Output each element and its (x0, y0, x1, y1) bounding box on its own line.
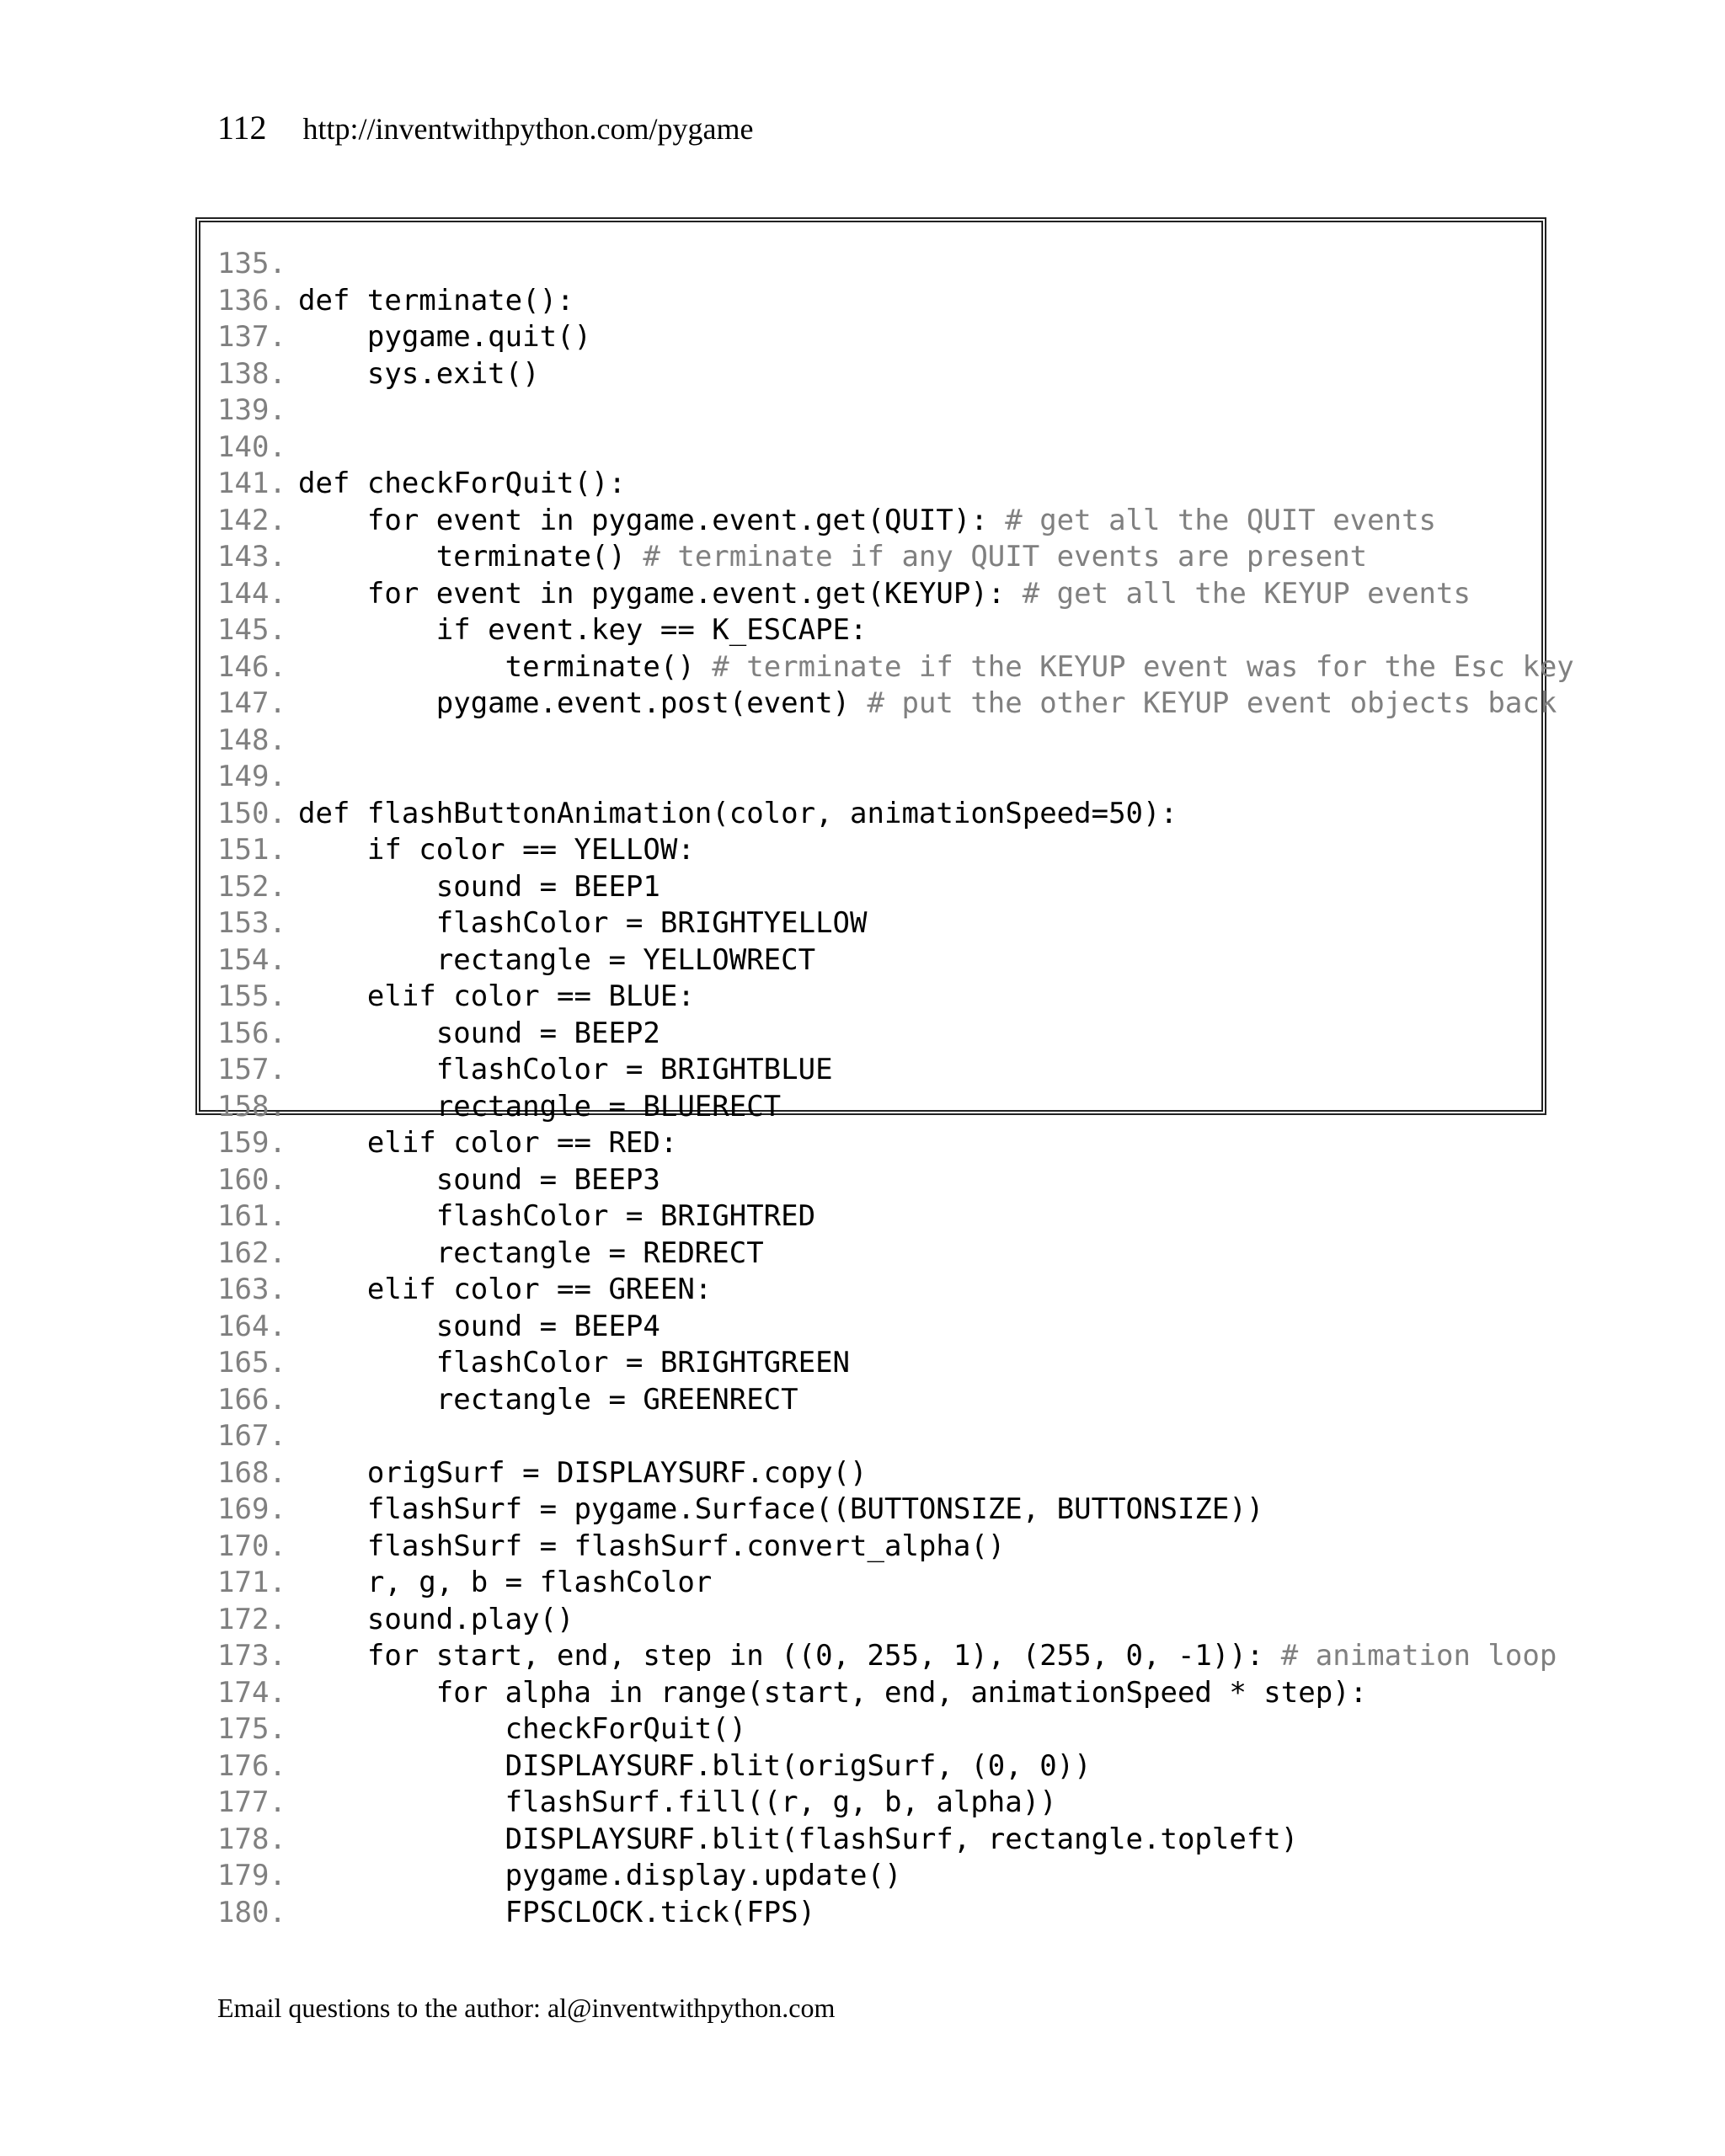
line-number: 152. (217, 869, 286, 904)
code-line (217, 1492, 1541, 1529)
line-number: 165. (217, 1346, 286, 1380)
code-text: sound = BEEP4 (298, 1309, 660, 1343)
line-number: 140. (217, 430, 286, 464)
code-line (217, 1711, 1541, 1748)
page-footer: Email questions to the author: al@inventwithpython.com (217, 1993, 836, 2023)
line-number: 159. (217, 1126, 286, 1160)
code-text: flashSurf = flashSurf.convert_alpha() (298, 1529, 1006, 1563)
line-number: 145. (217, 613, 286, 647)
code-text: def checkForQuit(): (298, 467, 626, 500)
code-listing-box (195, 217, 1574, 1929)
code-text: for alpha in range(start, end, animationSpeed * step): (298, 1675, 1368, 1710)
line-number: 168. (217, 1455, 286, 1490)
line-number: 135. (217, 247, 286, 280)
code-line (217, 539, 1541, 576)
line-number: 164. (217, 1309, 286, 1343)
code-text: sound = BEEP3 (298, 1162, 660, 1197)
code-text: checkForQuit() (298, 1712, 747, 1746)
line-number: 175. (217, 1712, 286, 1746)
code-text: pygame.event.post(event) (298, 686, 868, 720)
line-number: 170. (217, 1529, 286, 1563)
code-line (217, 942, 1541, 979)
code-text: r, g, b = flashColor (298, 1566, 713, 1599)
code-comment: # put the other KEYUP event objects back (867, 686, 1557, 720)
code-line (217, 246, 1541, 283)
code-text: flashColor = BRIGHTRED (298, 1199, 816, 1233)
code-text: pygame.quit() (298, 320, 591, 354)
line-number: 166. (217, 1382, 286, 1417)
code-line (217, 1529, 1541, 1566)
code-line (217, 1602, 1541, 1639)
line-number: 161. (217, 1199, 286, 1233)
line-number: 147. (217, 686, 286, 720)
line-number: 137. (217, 320, 286, 354)
code-line (217, 1235, 1541, 1273)
code-line (217, 1418, 1541, 1455)
code-line (217, 1638, 1557, 1675)
code-line (217, 503, 1541, 540)
code-text: sound = BEEP1 (298, 869, 660, 904)
code-line (217, 1125, 1541, 1162)
code-line (217, 686, 1557, 723)
code-line (217, 1052, 1541, 1089)
code-line (217, 612, 1541, 649)
line-number: 177. (217, 1785, 286, 1819)
code-text: for event in pygame.event.get(KEYUP): (298, 576, 1023, 611)
code-text: FPSCLOCK.tick(FPS) (298, 1895, 816, 1929)
code-text: flashColor = BRIGHTBLUE (298, 1053, 833, 1086)
code-text: for event in pygame.event.get(QUIT): (298, 503, 1006, 537)
code-line (217, 1785, 1541, 1822)
code-comment: # terminate if any QUIT events are present (643, 540, 1368, 574)
line-number: 173. (217, 1639, 286, 1673)
code-line (217, 356, 1541, 393)
line-number: 171. (217, 1566, 286, 1599)
code-text: rectangle = YELLOWRECT (298, 942, 816, 977)
code-text: rectangle = REDRECT (298, 1235, 764, 1270)
code-listing (217, 246, 1574, 1931)
line-number: 162. (217, 1235, 286, 1270)
code-text: pygame.display.update() (298, 1859, 902, 1892)
code-text: for start, end, step in ((0, 255, 1), (255, 0, -1)): (298, 1639, 1281, 1673)
line-number: 169. (217, 1492, 286, 1526)
line-number: 141. (217, 467, 286, 500)
line-number: 138. (217, 356, 286, 391)
code-text: def terminate(): (298, 283, 574, 318)
code-comment: # get all the KEYUP events (1022, 576, 1471, 611)
code-text: def flashButtonAnimation(color, animationSpeed=50): (298, 796, 1178, 830)
code-line (217, 1272, 1541, 1309)
line-number: 155. (217, 979, 286, 1013)
line-number: 154. (217, 942, 286, 977)
line-number: 136. (217, 283, 286, 318)
code-line (217, 905, 1541, 942)
code-line (217, 649, 1574, 686)
line-number: 172. (217, 1602, 286, 1636)
code-line (217, 832, 1541, 869)
code-line (217, 430, 1541, 467)
code-line (217, 1858, 1541, 1895)
line-number: 144. (217, 576, 286, 611)
code-text: elif color == GREEN: (298, 1273, 713, 1306)
line-number: 163. (217, 1273, 286, 1306)
line-number: 158. (217, 1089, 286, 1123)
code-text: flashSurf.fill((r, g, b, alpha)) (298, 1785, 1057, 1819)
code-line (217, 1016, 1541, 1053)
code-line (217, 1748, 1541, 1785)
line-number: 143. (217, 540, 286, 574)
page-header (217, 108, 753, 149)
line-number: 160. (217, 1162, 286, 1197)
code-line (217, 1455, 1541, 1492)
code-text: DISPLAYSURF.blit(origSurf, (0, 0)) (298, 1748, 1092, 1783)
line-number: 149. (217, 760, 286, 793)
code-text: if event.key == K_ESCAPE: (298, 613, 868, 647)
code-comment: # terminate if the KEYUP event was for the Esc key (712, 649, 1574, 684)
code-line (217, 759, 1541, 796)
code-text: DISPLAYSURF.blit(flashSurf, rectangle.topleft) (298, 1822, 1299, 1856)
code-line (217, 283, 1541, 320)
code-line (217, 1309, 1541, 1346)
line-number: 176. (217, 1748, 286, 1783)
line-number: 178. (217, 1822, 286, 1856)
code-line (217, 466, 1541, 503)
code-text: origSurf = DISPLAYSURF.copy() (298, 1455, 868, 1490)
line-number: 179. (217, 1859, 286, 1892)
code-line (217, 1382, 1541, 1419)
line-number: 146. (217, 649, 286, 684)
code-text: terminate() (298, 649, 713, 684)
page-number: 112 (217, 109, 267, 147)
line-number: 148. (217, 723, 286, 757)
code-text: sys.exit() (298, 356, 540, 391)
code-text: if color == YELLOW: (298, 833, 695, 867)
line-number: 150. (217, 796, 286, 830)
line-number: 156. (217, 1016, 286, 1050)
code-text: rectangle = GREENRECT (298, 1382, 798, 1417)
code-text: rectangle = BLUERECT (298, 1089, 782, 1123)
code-line (217, 319, 1541, 356)
code-text: flashSurf = pygame.Surface((BUTTONSIZE, BUTTONSIZE)) (298, 1492, 1264, 1526)
code-text: flashColor = BRIGHTYELLOW (298, 906, 868, 940)
code-text: sound.play() (298, 1602, 574, 1636)
code-line (217, 1345, 1541, 1382)
code-line (217, 979, 1541, 1016)
code-line (217, 1565, 1541, 1602)
code-text: elif color == RED: (298, 1126, 678, 1160)
line-number: 180. (217, 1895, 286, 1929)
code-line (217, 1895, 1541, 1932)
code-text: elif color == BLUE: (298, 979, 695, 1013)
line-number: 174. (217, 1675, 286, 1710)
code-line (217, 869, 1541, 906)
code-comment: # animation loop (1280, 1639, 1557, 1673)
code-line (217, 723, 1541, 760)
code-line (217, 392, 1541, 430)
code-line (217, 1089, 1541, 1126)
line-number: 139. (217, 393, 286, 427)
header-url: http://inventwithpython.com/pygame (302, 112, 754, 146)
code-comment: # get all the QUIT events (1005, 503, 1437, 537)
line-number: 142. (217, 503, 286, 537)
line-number: 167. (217, 1419, 286, 1453)
code-text: sound = BEEP2 (298, 1016, 660, 1050)
code-line (217, 796, 1541, 833)
line-number: 153. (217, 906, 286, 940)
code-line (217, 1162, 1541, 1199)
line-number: 157. (217, 1053, 286, 1086)
code-line (217, 1822, 1541, 1859)
code-line (217, 1198, 1541, 1235)
code-text: flashColor = BRIGHTGREEN (298, 1346, 851, 1380)
line-number: 151. (217, 833, 286, 867)
code-line (217, 1675, 1541, 1712)
code-text: terminate() (298, 540, 644, 574)
code-line (217, 576, 1541, 613)
